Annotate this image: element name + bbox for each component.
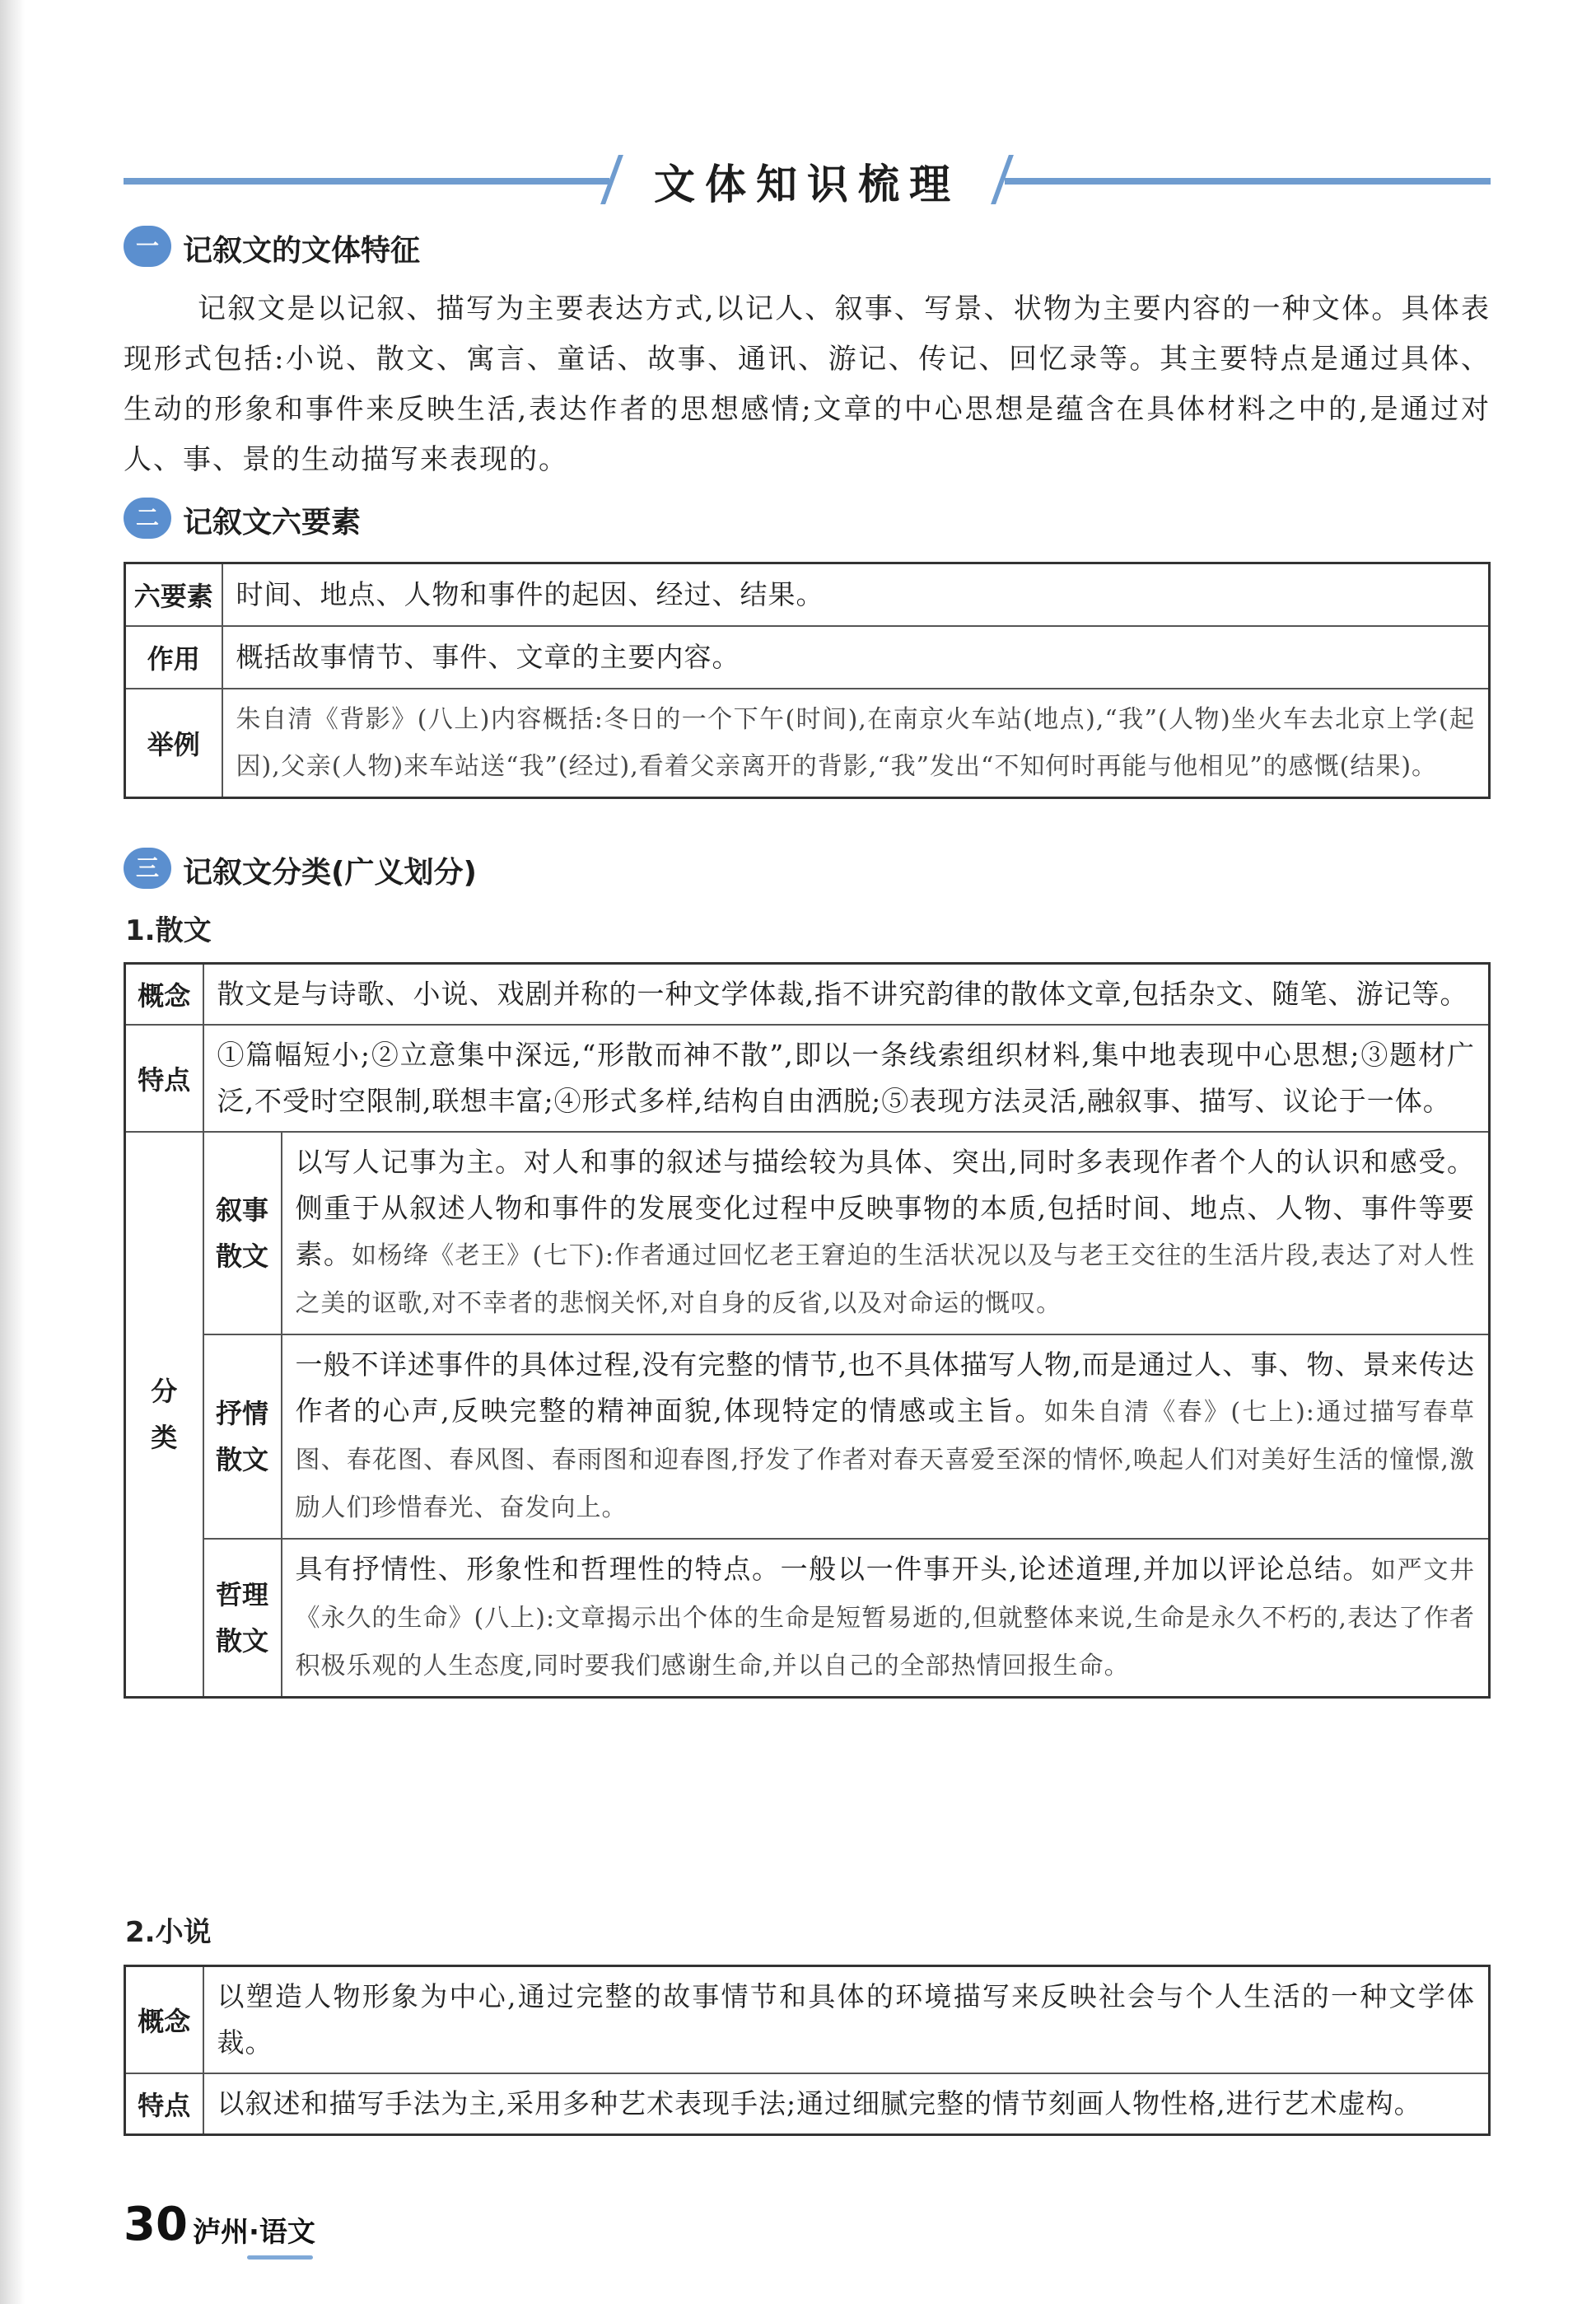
row-key: 分类	[125, 1132, 203, 1698]
prose-type-name: 哲理散文	[203, 1539, 282, 1698]
section-badge: 二	[124, 498, 171, 539]
table-row	[125, 689, 1490, 798]
row-key: 特点	[125, 2073, 203, 2135]
prose-type-desc: 以写人记事为主。对人和事的叙述与描绘较为具体、突出,同时多表现作者个人的认识和感受。侧重于从叙述人物和事件的发展变化过程中反映事物的本质,包括时间、地点、人物、事件等要素。如杨绛《老王》(七下):作者通过回忆老王窘迫的生活状况以及与老王交往的生活片段,表达了对人性之美的讴歌,对不幸者的悲悯关怀,对自身的反省,以及对命运的慨叹。	[282, 1132, 1490, 1334]
table-row	[125, 1334, 1490, 1539]
prose-type-name: 抒情散文	[203, 1334, 282, 1539]
row-value: 时间、地点、人物和事件的起因、经过、结果。	[222, 563, 1490, 627]
table-row	[125, 1132, 1490, 1334]
intro-paragraph: 记叙文是以记叙、描写为主要表达方式,以记人、叙事、写景、状物为主要内容的一种文体。具体表现形式包括:小说、散文、寓言、童话、故事、通讯、游记、传记、回忆录等。其主要特点是通过具体、生动的形象和事件来反映生活,表达作者的思想感情;文章的中心思想是蕴含在具体材料之中的,是通过对人、事、景的生动描写来表现的。	[124, 292, 1491, 476]
prose-type-name: 叙事散文	[203, 1132, 282, 1334]
prose-type-desc: 具有抒情性、形象性和哲理性的特点。一般以一件事开头,论述道理,并加以评论总结。如严文井《永久的生命》(八上):文章揭示出个体的生命是短暂易逝的,但就整体来说,生命是永久不朽的,表达了作者积极乐观的人生态度,同时要我们感谢生命,并以自己的全部热情回报生命。	[282, 1539, 1490, 1698]
row-key: 概念	[125, 1966, 203, 2074]
header-rule-right	[1005, 178, 1491, 185]
prose-table	[124, 962, 1491, 1699]
table-row	[125, 1539, 1490, 1698]
row-key: 作用	[125, 626, 222, 689]
page-edge-shadow	[0, 0, 25, 2304]
prose-type-desc: 一般不详述事件的具体过程,没有完整的情节,也不具体描写人物,而是通过人、事、物、景来传达作者的心声,反映完整的精神面貌,体现特定的情感或主旨。如朱自清《春》(七上):通过描写春草图、春花图、春风图、春雨图和迎春图,抒发了作者对春天喜爱至深的情怀,唤起人们对美好生活的憧憬,激励人们珍惜春光、奋发向上。	[282, 1334, 1490, 1539]
row-value: 以叙述和描写手法为主,采用多种艺术表现手法;通过细腻完整的情节刻画人物性格,进行艺术虚构。	[203, 2073, 1490, 2135]
row-value: 朱自清《背影》(八上)内容概括:冬日的一个下午(时间),在南京火车站(地点),“我”(人物)坐火车去北京上学(起因),父亲(人物)来车站送“我”(经过),看着父亲离开的背影,“我”发出“不知何时再能与他相见”的感慨(结果)。	[222, 689, 1490, 798]
novel-heading: 2.小说	[125, 1916, 212, 1949]
table-row	[125, 964, 1490, 1026]
section-title: 记叙文的文体特征	[183, 234, 421, 268]
six-elements-table	[124, 562, 1491, 799]
page-number: 30	[124, 2198, 188, 2251]
row-value: 以塑造人物形象为中心,通过完整的故事情节和具体的环境描写来反映社会与个人生活的一种文学体裁。	[203, 1966, 1490, 2074]
header-rule-left	[124, 178, 609, 185]
footer-label: 泸州·语文	[193, 2216, 315, 2249]
row-key: 特点	[125, 1025, 203, 1132]
table-row	[125, 626, 1490, 689]
row-key: 六要素	[125, 563, 222, 627]
table-row	[125, 1025, 1490, 1132]
table-row	[125, 2073, 1490, 2135]
row-value: ①篇幅短小;②立意集中深远,“形散而神不散”,即以一条线索组织材料,集中地表现中心思想;③题材广泛,不受时空限制,联想丰富;④形式多样,结构自由洒脱;⑤表现方法灵活,融叙事、描写、议论于一体。	[203, 1025, 1490, 1132]
table-row	[125, 563, 1490, 627]
section-badge: 三	[124, 848, 171, 889]
table-row	[125, 1966, 1490, 2074]
novel-table	[124, 1965, 1491, 2136]
row-value: 概括故事情节、事件、文章的主要内容。	[222, 626, 1490, 689]
page-header	[124, 148, 1491, 214]
section-title: 记叙文分类(广义划分)	[183, 856, 477, 890]
section-badge: 一	[124, 226, 171, 267]
prose-heading: 1.散文	[125, 914, 212, 947]
footer-accent	[247, 2255, 313, 2260]
row-key: 概念	[125, 964, 203, 1026]
page-title: 文体知识梳理	[654, 161, 960, 208]
section-title: 记叙文六要素	[183, 506, 362, 540]
row-key: 举例	[125, 689, 222, 798]
row-value: 散文是与诗歌、小说、戏剧并称的一种文学体裁,指不讲究韵律的散体文章,包括杂文、随笔、游记等。	[203, 964, 1490, 1026]
